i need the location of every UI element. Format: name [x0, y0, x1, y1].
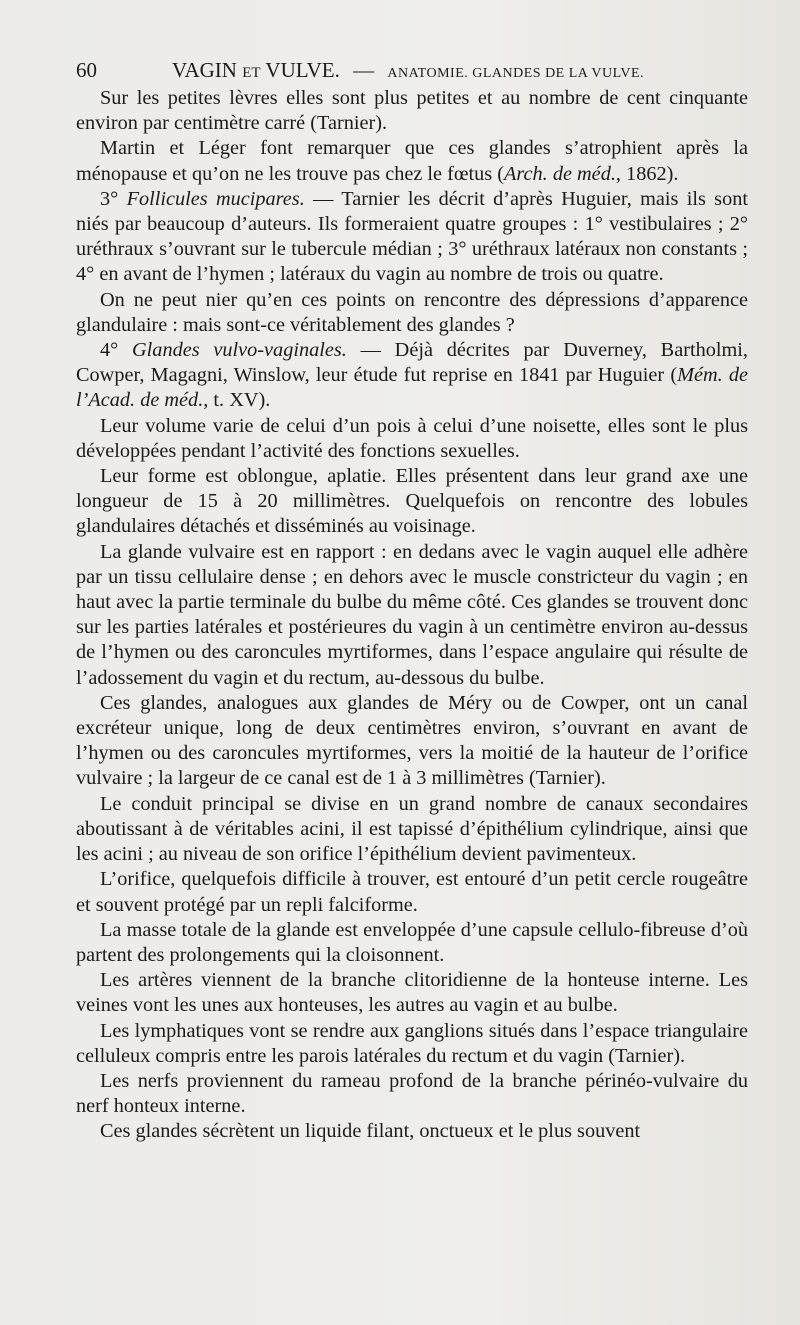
title-main: VAGIN — [172, 58, 237, 82]
title-et: ET — [242, 65, 261, 81]
paragraph: Les artères viennent de la branche clitoridienne de la honteuse interne. Les veines vont les unes aux honteuses, les autres au vagin et au bulbe. — [76, 969, 748, 1017]
paragraph: Leur forme est oblongue, aplatie. Elles présentent dans leur grand axe une longueur de 15 à 20 millimètres. Quelquefois on rencontre des lobules glandulaires détachés et disséminés au voisinage. — [76, 465, 748, 538]
paragraph: La masse totale de la glande est enveloppée d’une capsule cellulo-fibreuse d’où partent des prolongements qui la cloisonnent. — [76, 918, 748, 966]
page-number: 60 — [76, 58, 97, 82]
paragraph: Les nerfs proviennent du rameau profond de la branche périnéo-vulvaire du nerf honteux interne. — [76, 1069, 748, 1118]
paragraph: Ces glandes sécrètent un liquide filant, onctueux et le plus souvent — [100, 1120, 641, 1143]
section-title: ANATOMIE. GLANDES DE LA VULVE. — [387, 66, 645, 81]
paragraph: L’orifice, quelquefois difficile à trouver, est entouré d’un petit cercle rougeâtre et souvent protégé par un repli falciforme. — [76, 868, 748, 916]
paragraph: Le conduit principal se divise en un grand nombre de canaux secondaires aboutissant à de véritables acini, il est tapissé d’épithélium cylindrique, ainsi que les acini ; au niveau de son orifice l’épithélium devient pavimenteux. — [76, 792, 748, 866]
paragraph: Martin et Léger font remarquer que ces glandes s’atrophient après la ménopause et qu’on ne les trouve pas chez le fœtus (Arch. de méd., 1862). — [76, 137, 748, 185]
paragraph: Leur volume varie de celui d’un pois à celui d’une noisette, elles sont le plus développées pendant l’activité des fonctions sexuelles. — [76, 414, 748, 462]
body-text — [76, 86, 748, 1145]
title-second: VULVE. — [265, 58, 340, 82]
running-header — [76, 58, 748, 88]
title-dash: — — [353, 58, 375, 82]
paragraph: Ces glandes, analogues aux glandes de Méry ou de Cowper, ont un canal excréteur unique, long de deux centimètres environ, s’ouvrant en avant de l’hymen ou des caroncules myrtiformes, vers la moitié de la hauteur de l’orifice vulvaire ; la largeur de ce canal est de 1 à 3 millimètres (Tarnier). — [76, 691, 748, 790]
paragraph: On ne peut nier qu’en ces points on rencontre des dépressions d’apparence glandulaire : mais sont-ce véritablement des glandes ? — [76, 288, 748, 336]
paragraph: Les lymphatiques vont se rendre aux ganglions situés dans l’espace triangulaire celluleux compris entre les parois latérales du rectum et du vagin (Tarnier). — [76, 1019, 748, 1067]
running-title — [172, 58, 644, 83]
paragraph-follicules: 3° Follicules mucipares. — Tarnier les décrit d’après Huguier, mais ils sont niés par beaucoup d’auteurs. Ils formeraient quatre groupes : 1° vestibulaires ; 2° uréthraux s’ouvrant sur le tubercule médian ; 3° uréthraux latéraux non constants ; 4° en avant de l’hymen ; latéraux du vagin au nombre de trois ou quatre. — [76, 187, 748, 286]
paragraph-glandes: 4° Glandes vulvo-vaginales. — Déjà décrites par Duverney, Bartholmi, Cowper, Magagni, Winslow, leur étude fut reprise en 1841 par Huguier (Mém. de l’Acad. de méd., t. XV). — [76, 339, 749, 412]
paragraph: La glande vulvaire est en rapport : en dedans avec le vagin auquel elle adhère par un tissu cellulaire dense ; en dehors avec le muscle constricteur du vagin ; en haut avec la partie terminale du bulbe du même côté. Ces glandes se trouvent donc sur les parties latérales et postérieures du vagin à un centimètre environ au-dessus de l’hymen ou des caroncules myrtiformes, dans l’espace angulaire qui résulte de l’adossement du vagin et du rectum, au-dessous du bulbe. — [76, 540, 748, 689]
paragraph: Sur les petites lèvres elles sont plus petites et au nombre de cent cinquante environ par centimètre carré (Tarnier). — [76, 87, 748, 135]
